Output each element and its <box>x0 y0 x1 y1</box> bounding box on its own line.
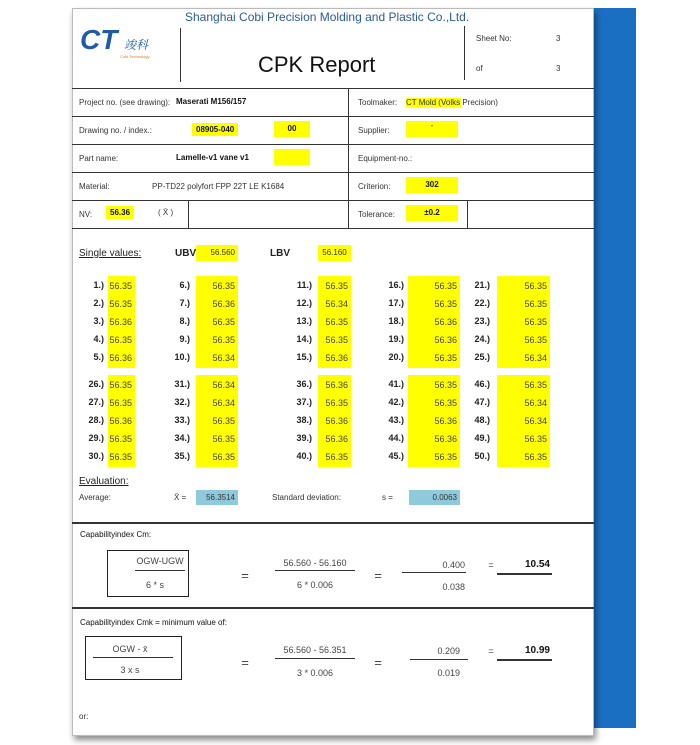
single-value: 56.35 <box>434 353 457 363</box>
value-index-label: 22.) <box>474 298 490 308</box>
value-index-label: 17.) <box>388 298 404 308</box>
cm-numerator-result: 0.400 <box>442 560 465 570</box>
project-label: Project no. (see drawing): <box>79 98 171 107</box>
drawing-label: Drawing no. / index.: <box>79 126 152 135</box>
single-value: 56.36 <box>325 353 348 363</box>
single-value: 56.34 <box>524 416 547 426</box>
value-index-label: 48.) <box>474 415 490 425</box>
single-value: 56.36 <box>434 434 457 444</box>
page-title: CPK Report <box>258 52 376 77</box>
value-index-label: 42.) <box>388 397 404 407</box>
value-index-label: 25.) <box>474 352 490 362</box>
value-index-label: 36.) <box>296 379 312 389</box>
cmk-formula-numerator: OGW - x̄ <box>112 644 148 654</box>
xbar-symbol: ( X̄ ) <box>158 208 174 217</box>
cmk-equals-1: = <box>241 655 249 670</box>
criterion-value: 302 <box>406 177 458 193</box>
of-value: 3 <box>556 64 561 73</box>
cmk-result: 10.99 <box>524 645 550 656</box>
value-index-label: 6.) <box>179 280 190 290</box>
single-value: 56.35 <box>524 317 547 327</box>
or-label: or: <box>79 712 89 721</box>
cm-denominator-result: 0.038 <box>442 582 465 592</box>
value-index-label: 33.) <box>174 415 190 425</box>
toolmaker-label: Toolmaker: <box>358 98 398 107</box>
single-value: 56.36 <box>325 416 348 426</box>
value-index-label: 35.) <box>174 451 190 461</box>
single-value: 56.36 <box>109 353 132 363</box>
lbv-label: LBV <box>270 248 290 259</box>
single-values-title: Single values: <box>79 248 142 259</box>
single-value: 56.35 <box>212 335 235 345</box>
value-index-label: 38.) <box>296 415 312 425</box>
cm-title: Capabilityindex Cm: <box>80 530 152 539</box>
value-index-label: 28.) <box>88 415 104 425</box>
single-value: 56.35 <box>524 452 547 462</box>
blue-side-bar <box>594 8 636 728</box>
single-value: 56.35 <box>325 335 348 345</box>
nv-value: 56.36 <box>106 206 134 219</box>
single-value: 56.35 <box>109 380 132 390</box>
value-index-label: 24.) <box>474 334 490 344</box>
single-value: 56.35 <box>212 317 235 327</box>
value-index-label: 15.) <box>296 352 312 362</box>
project-value: Maserati M156/157 <box>176 97 247 106</box>
value-index-label: 40.) <box>296 451 312 461</box>
tolerance-label: Tolerance: <box>358 210 395 219</box>
single-value: 56.35 <box>434 281 457 291</box>
index-value: 00 <box>274 121 310 137</box>
single-value: 56.35 <box>325 281 348 291</box>
sheet-number: 3 <box>556 34 561 43</box>
value-index-label: 3.) <box>93 316 104 326</box>
single-value: 56.35 <box>212 416 235 426</box>
single-value: 56.35 <box>212 434 235 444</box>
ubv-label: UBV <box>175 248 197 259</box>
value-index-label: 34.) <box>174 433 190 443</box>
value-index-label: 7.) <box>179 298 190 308</box>
average-label: Average: <box>79 493 111 502</box>
single-value: 56.35 <box>109 299 132 309</box>
value-index-label: 9.) <box>179 334 190 344</box>
cm-numerator-values: 56.560 - 56.160 <box>283 558 347 568</box>
value-index-label: 39.) <box>296 433 312 443</box>
value-index-label: 21.) <box>474 280 490 290</box>
nv-label: NV: <box>79 210 93 219</box>
single-value: 56.35 <box>434 299 457 309</box>
value-index-label: 43.) <box>388 415 404 425</box>
average-value: 56.3514 <box>196 490 238 505</box>
supplier-label: Supplier: <box>358 126 390 135</box>
material-label: Material: <box>79 182 110 191</box>
cm-result-equals: = <box>488 560 494 570</box>
cm-denominator-values: 6 * 0.006 <box>296 580 334 590</box>
value-index-label: 8.) <box>179 316 190 326</box>
value-index-label: 30.) <box>88 451 104 461</box>
part-value: Lamelle-v1 vane v1 <box>176 153 249 162</box>
value-index-label: 31.) <box>174 379 190 389</box>
single-value: 56.36 <box>325 380 348 390</box>
logo-cn: 竣科 <box>124 38 149 52</box>
single-value: 56.35 <box>325 452 348 462</box>
value-index-label: 44.) <box>388 433 404 443</box>
single-value: 56.35 <box>434 380 457 390</box>
value-index-label: 14.) <box>296 334 312 344</box>
toolmaker-value: CT Mold (Volks Precision) <box>406 98 498 107</box>
single-value: 56.34 <box>212 353 235 363</box>
cmk-equals-2: = <box>374 655 382 670</box>
value-index-label: 10.) <box>174 352 190 362</box>
tolerance-value: ±0.2 <box>406 205 458 221</box>
logo-sub: Cobi Technology <box>120 54 150 59</box>
single-value: 56.35 <box>524 380 547 390</box>
part-extra-field <box>274 149 310 165</box>
value-index-label: 26.) <box>88 379 104 389</box>
value-index-label: 11.) <box>296 280 312 290</box>
cmk-denominator-result: 0.019 <box>437 668 460 678</box>
value-index-label: 37.) <box>296 397 312 407</box>
single-value: 56.34 <box>212 380 235 390</box>
material-value: PP-TD22 polyfort FPP 22T LE K1684 <box>152 182 285 191</box>
single-value: 56.35 <box>524 299 547 309</box>
value-index-label: 16.) <box>388 280 404 290</box>
cmk-numerator-values: 56.560 - 56.351 <box>283 645 347 655</box>
xbar-equals: X̄ = <box>174 493 187 502</box>
evaluation-title: Evaluation: <box>79 476 129 487</box>
cmk-result-equals: = <box>488 646 494 656</box>
cmk-numerator-result: 0.209 <box>437 646 460 656</box>
equipment-label: Equipment-no.: <box>358 154 413 163</box>
single-value: 56.34 <box>212 398 235 408</box>
sheet-label: Sheet No: <box>476 34 512 43</box>
cm-result: 10.54 <box>524 559 550 570</box>
logo-mark: CT <box>80 24 118 55</box>
value-index-label: 46.) <box>474 379 490 389</box>
cmk-formula-denominator: 3 x s <box>120 665 140 675</box>
value-index-label: 19.) <box>388 334 404 344</box>
single-value: 56.35 <box>109 434 132 444</box>
single-value: 56.35 <box>325 398 348 408</box>
single-value: 56.35 <box>524 281 547 291</box>
logo <box>80 24 170 64</box>
single-value: 56.35 <box>109 335 132 345</box>
single-value: 56.36 <box>109 317 132 327</box>
cm-formula-denominator: 6 * s <box>145 580 164 590</box>
cm-equals-2: = <box>374 568 382 583</box>
value-index-label: 2.) <box>93 298 104 308</box>
single-value: 56.35 <box>109 452 132 462</box>
value-index-label: 29.) <box>88 433 104 443</box>
single-value: 56.35 <box>325 317 348 327</box>
single-value: 56.35 <box>524 434 547 444</box>
value-index-label: 20.) <box>388 352 404 362</box>
single-value: 56.35 <box>212 452 235 462</box>
criterion-label: Criterion: <box>358 182 391 191</box>
single-value: 56.36 <box>434 335 457 345</box>
part-label: Part name: <box>79 154 119 163</box>
std-dev-label: Standard deviation: <box>272 493 341 502</box>
cmk-denominator-values: 3 * 0.006 <box>296 668 334 678</box>
single-value: 56.36 <box>212 299 235 309</box>
drawing-value: 08905-040 <box>192 123 238 136</box>
single-value: 56.36 <box>325 434 348 444</box>
single-value: 56.35 <box>109 281 132 291</box>
value-index-label: 1.) <box>93 280 104 290</box>
single-value: 56.34 <box>524 353 547 363</box>
single-value: 56.36 <box>434 317 457 327</box>
ubv-value: 56.560 <box>196 245 238 261</box>
value-index-label: 49.) <box>474 433 490 443</box>
single-value: 56.34 <box>524 398 547 408</box>
value-index-label: 18.) <box>388 316 404 326</box>
value-index-label: 4.) <box>93 334 104 344</box>
value-index-label: 45.) <box>388 451 404 461</box>
std-dev-value: 0.0063 <box>409 490 460 505</box>
s-equals: s = <box>382 493 393 502</box>
lbv-value: 56.160 <box>318 245 351 261</box>
value-index-label: 13.) <box>296 316 312 326</box>
single-value: 56.36 <box>109 416 132 426</box>
of-label: of <box>476 64 483 73</box>
cm-equals-1: = <box>241 568 249 583</box>
value-index-label: 41.) <box>388 379 404 389</box>
company-name: Shanghai Cobi Precision Molding and Plastic Co.,Ltd. <box>185 10 470 24</box>
single-value: 56.35 <box>109 398 132 408</box>
single-value: 56.35 <box>434 398 457 408</box>
single-value: 56.35 <box>524 335 547 345</box>
value-index-label: 5.) <box>93 352 104 362</box>
single-value: 56.35 <box>212 281 235 291</box>
value-index-label: 50.) <box>474 451 490 461</box>
cmk-title: Capabilityindex Cmk = minimum value of: <box>80 618 227 627</box>
value-index-label: 12.) <box>296 298 312 308</box>
cm-formula-numerator: OGW-UGW <box>136 556 184 566</box>
value-index-label: 27.) <box>88 397 104 407</box>
value-index-label: 23.) <box>474 316 490 326</box>
value-index-label: 32.) <box>174 397 190 407</box>
single-value: 56.36 <box>434 416 457 426</box>
single-value: 56.34 <box>325 299 348 309</box>
single-value: 56.35 <box>434 452 457 462</box>
supplier-value: - <box>406 121 458 137</box>
value-index-label: 47.) <box>474 397 490 407</box>
